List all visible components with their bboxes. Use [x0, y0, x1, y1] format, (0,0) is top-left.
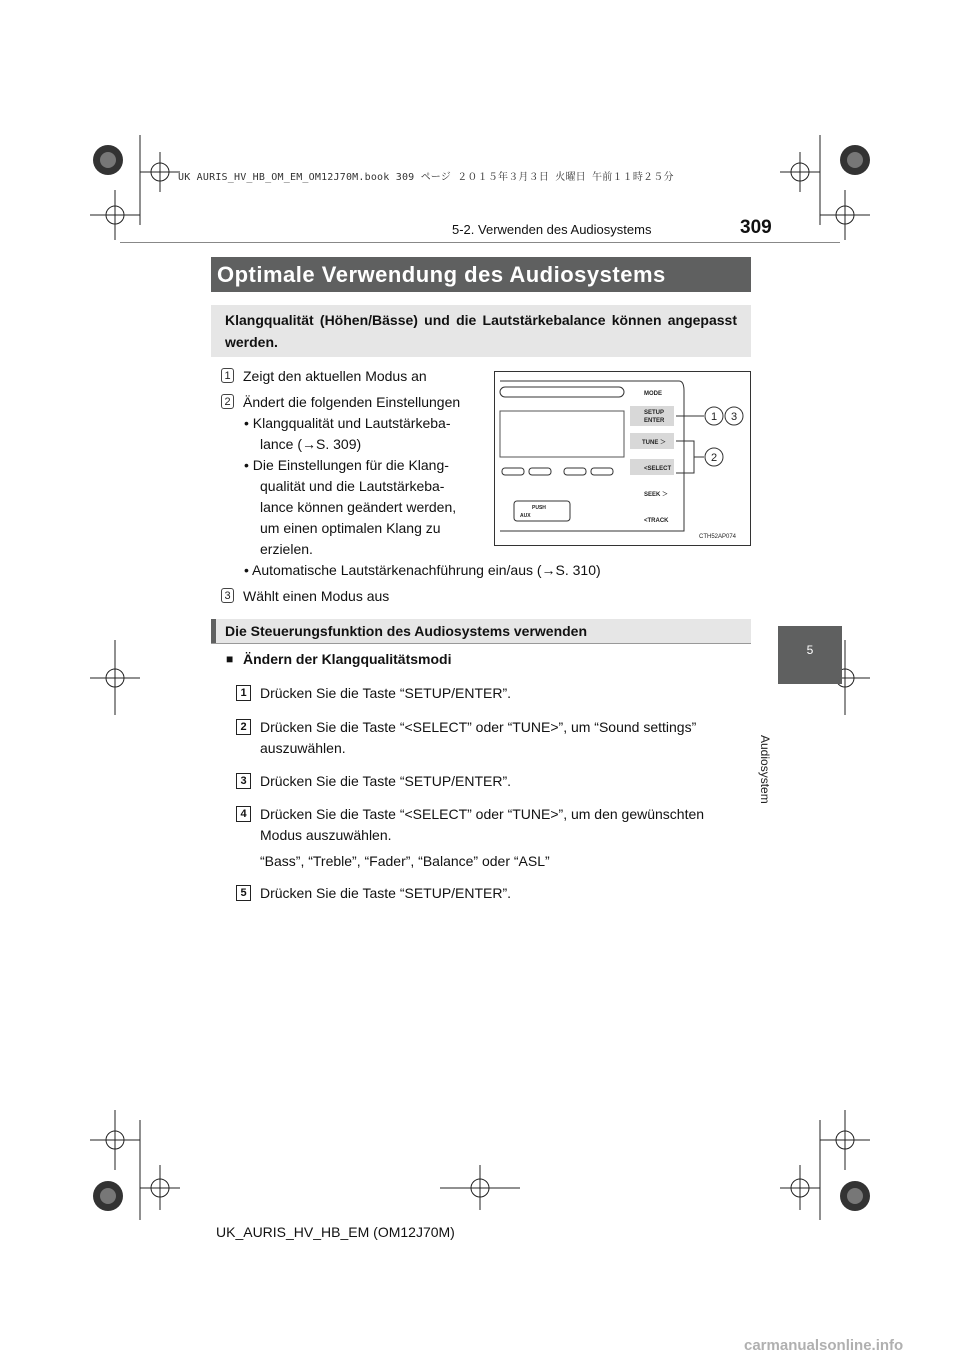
crosshair-icon [780, 152, 820, 192]
crosshair-icon [820, 1110, 870, 1170]
aux-label: AUX [520, 513, 531, 519]
file-meta: UK AURIS_HV_HB_OM_EM_OM12J70M.book 309 ページ ２０１５年３月３日 火曜日 午前１１時２５分 [178, 172, 674, 183]
section-reference: 5-2. Verwenden des Audiosystems [452, 222, 652, 237]
color-wheel-icon [93, 145, 123, 175]
step-text: Drücken Sie die Taste “SETUP/ENTER”. [260, 773, 512, 789]
select-button-label: <SELECT [644, 466, 672, 472]
section-heading: Die Steuerungsfunktion des Audiosystems verwenden [211, 619, 751, 643]
color-wheel-icon [840, 145, 870, 175]
step-number-icon: 4 [236, 806, 251, 822]
item-number-icon: 3 [221, 588, 234, 603]
crosshair-icon [90, 1110, 140, 1170]
tune-button-label: TUNE ＞ [642, 440, 667, 446]
item-number-icon: 2 [221, 394, 234, 409]
chapter-tab: 5 [778, 626, 842, 684]
intro-box: Klangqualität (Höhen/Bässe) und die Lautstärkebalance können angepasst werden. [211, 305, 751, 357]
item-text: Ändert die folgenden Einstellungen [243, 394, 461, 410]
step-number-icon: 1 [236, 685, 251, 701]
square-bullet-icon: ■ [226, 652, 234, 666]
push-label: PUSH [532, 505, 546, 511]
step-text: Drücken Sie die Taste “SETUP/ENTER”. [260, 885, 512, 901]
bullet-line: • Die Einstellungen für die Klang- [244, 457, 449, 473]
bullet-line: um einen optimalen Klang zu [260, 520, 441, 536]
section-divider [211, 643, 751, 644]
item-number-icon: 1 [221, 368, 234, 383]
mode-button-label: MODE [644, 391, 662, 397]
bullet-line: qualität und die Lautstärkeba- [260, 478, 445, 494]
step-note: “Bass”, “Treble”, “Fader”, “Balance” oder “ASL” [260, 853, 550, 869]
bullet-line: lance (→S. 309) [260, 436, 362, 452]
bullet-line: • Klangqualität und Lautstärkeba- [244, 415, 451, 431]
audio-panel-figure [494, 371, 751, 546]
chapter-label: Audiosystem [758, 735, 772, 804]
watermark: carmanualsonline.info [744, 1337, 904, 1354]
item-text: Zeigt den aktuellen Modus an [243, 368, 427, 384]
callout-3: 3 [730, 411, 738, 423]
enter-button-label: ENTER [644, 418, 665, 424]
bullet-line: lance können geändert werden, [260, 499, 457, 515]
crosshair-icon [140, 152, 180, 192]
step-text: auszuwählen. [260, 740, 346, 756]
bullet-line: erzielen. [260, 541, 313, 557]
crosshair-icon [820, 190, 870, 240]
step-text: Modus auszuwählen. [260, 827, 392, 843]
step-number-icon: 5 [236, 885, 251, 901]
seek-button-label: SEEK ＞ [644, 492, 669, 498]
subheading: Ändern der Klangqualitätsmodi [243, 651, 452, 667]
footer-code: UK_AURIS_HV_HB_EM (OM12J70M) [216, 1224, 455, 1240]
setup-button-label: SETUP [644, 410, 665, 416]
color-wheel-icon [840, 1181, 870, 1211]
page-number: 309 [740, 217, 772, 238]
figure-code: CTH52AP074 [699, 534, 737, 540]
bullet-line: • Automatische Lautstärkenachführung ein/aus (→S. 310) [244, 562, 601, 578]
callout-2: 2 [710, 452, 718, 464]
crosshair-icon [140, 1165, 180, 1210]
step-number-icon: 2 [236, 719, 251, 735]
track-button-label: <TRACK [644, 518, 669, 524]
item-text: Wählt einen Modus aus [243, 588, 390, 604]
crosshair-icon [440, 1165, 520, 1210]
callout-1: 1 [710, 411, 718, 423]
crosshair-icon [90, 190, 140, 240]
crosshair-icon [90, 640, 140, 715]
step-number-icon: 3 [236, 773, 251, 789]
step-text: Drücken Sie die Taste “<SELECT” oder “TUNE>”, um “Sound settings” [260, 719, 697, 735]
page-title: Optimale Verwendung des Audiosystems [211, 257, 751, 292]
crosshair-icon [780, 1165, 820, 1210]
header-divider [120, 242, 840, 243]
color-wheel-icon [93, 1181, 123, 1211]
step-text: Drücken Sie die Taste “<SELECT” oder “TUNE>”, um den gewünschten [260, 806, 705, 822]
step-text: Drücken Sie die Taste “SETUP/ENTER”. [260, 685, 512, 701]
